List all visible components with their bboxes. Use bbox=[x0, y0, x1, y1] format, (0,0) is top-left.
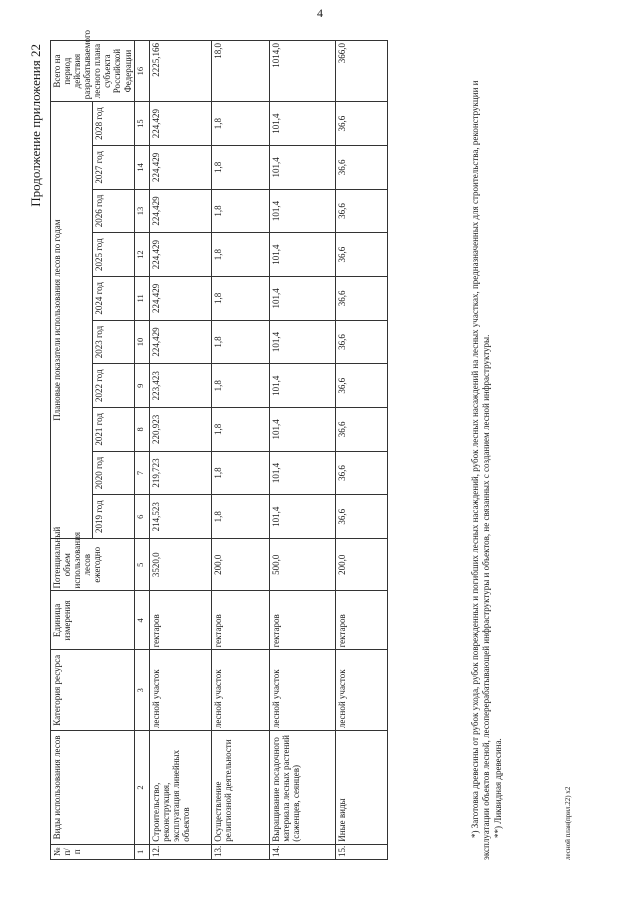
header-planned: Плановые показатели использования лесов по годам bbox=[51, 102, 93, 539]
header-year: 2028 год bbox=[92, 102, 134, 146]
header-num: № п/п bbox=[51, 844, 135, 859]
cell-num: 15. bbox=[335, 844, 387, 859]
header-year: 2024 год bbox=[92, 277, 134, 321]
cell-year-value: 36,6 bbox=[335, 495, 387, 539]
cell-year-value: 101,4 bbox=[269, 320, 335, 364]
cell-unit: гектаров bbox=[335, 591, 387, 650]
index-cell: 14 bbox=[134, 145, 149, 189]
cell-year-value: 36,6 bbox=[335, 102, 387, 146]
index-cell: 7 bbox=[134, 451, 149, 495]
cell-category: лесной участок bbox=[149, 650, 211, 731]
cell-year-value: 101,4 bbox=[269, 145, 335, 189]
header-year: 2027 год bbox=[92, 145, 134, 189]
header-unit: Единица измерения bbox=[51, 591, 135, 650]
cell-year-value: 224,429 bbox=[149, 102, 211, 146]
cell-year-value: 1,8 bbox=[211, 408, 269, 452]
cell-year-value: 101,4 bbox=[269, 277, 335, 321]
cell-unit: гектаров bbox=[269, 591, 335, 650]
footnotes bbox=[470, 60, 504, 860]
cell-year-value: 101,4 bbox=[269, 364, 335, 408]
table-row bbox=[335, 41, 387, 860]
cell-year-value: 223,423 bbox=[149, 364, 211, 408]
index-cell: 16 bbox=[134, 41, 149, 102]
header-year: 2026 год bbox=[92, 189, 134, 233]
index-cell: 12 bbox=[134, 233, 149, 277]
cell-potential: 3520,0 bbox=[149, 539, 211, 591]
cell-year-value: 101,4 bbox=[269, 451, 335, 495]
page-number: 4 bbox=[317, 6, 323, 20]
cell-num: 13. bbox=[211, 844, 269, 859]
cell-year-value: 224,429 bbox=[149, 233, 211, 277]
cell-year-value: 101,4 bbox=[269, 408, 335, 452]
cell-kind: Строительство, реконструкция, эксплуатация линейных объектов bbox=[149, 731, 211, 845]
forest-use-table bbox=[50, 30, 388, 860]
cell-potential: 500,0 bbox=[269, 539, 335, 591]
cell-year-value: 1,8 bbox=[211, 451, 269, 495]
index-cell: 9 bbox=[134, 364, 149, 408]
cell-year-value: 36,6 bbox=[335, 364, 387, 408]
cell-kind: Выращивание посадочного материала лесных растений (саженцев, сеянцев) bbox=[269, 731, 335, 845]
cell-total: 1014,0 bbox=[269, 41, 335, 102]
cell-year-value: 36,6 bbox=[335, 320, 387, 364]
cell-total: 366,0 bbox=[335, 41, 387, 102]
cell-total: 2225,166 bbox=[149, 41, 211, 102]
header-category: Категория ресурса bbox=[51, 650, 135, 731]
index-row bbox=[134, 41, 149, 860]
footnote-2: **) Ликвидная древесина. bbox=[492, 738, 503, 838]
cell-potential: 200,0 bbox=[211, 539, 269, 591]
index-cell: 1 bbox=[134, 844, 149, 859]
cell-year-value: 36,6 bbox=[335, 408, 387, 452]
header-kind: Виды использования лесов bbox=[51, 731, 135, 845]
table-row bbox=[211, 41, 269, 860]
cell-year-value: 224,429 bbox=[149, 189, 211, 233]
cell-year-value: 224,429 bbox=[149, 320, 211, 364]
cell-year-value: 219,723 bbox=[149, 451, 211, 495]
index-cell: 8 bbox=[134, 408, 149, 452]
table-row bbox=[149, 41, 211, 860]
cell-year-value: 224,429 bbox=[149, 145, 211, 189]
cell-year-value: 36,6 bbox=[335, 451, 387, 495]
rotated-page bbox=[28, 30, 590, 860]
cell-year-value: 1,8 bbox=[211, 277, 269, 321]
index-cell: 13 bbox=[134, 189, 149, 233]
cell-unit: гектаров bbox=[149, 591, 211, 650]
cell-year-value: 101,4 bbox=[269, 495, 335, 539]
cell-num: 12. bbox=[149, 844, 211, 859]
cell-year-value: 220,923 bbox=[149, 408, 211, 452]
cell-category: лесной участок bbox=[335, 650, 387, 731]
cell-year-value: 101,4 bbox=[269, 102, 335, 146]
cell-kind: Иные виды bbox=[335, 731, 387, 845]
cell-year-value: 1,8 bbox=[211, 320, 269, 364]
table-row bbox=[269, 41, 335, 860]
cell-category: лесной участок bbox=[211, 650, 269, 731]
index-cell: 11 bbox=[134, 277, 149, 321]
cell-year-value: 224,429 bbox=[149, 277, 211, 321]
cell-category: лесной участок bbox=[269, 650, 335, 731]
index-cell: 5 bbox=[134, 539, 149, 591]
cell-year-value: 1,8 bbox=[211, 145, 269, 189]
index-cell: 15 bbox=[134, 102, 149, 146]
header-year: 2022 год bbox=[92, 364, 134, 408]
cell-kind: Осуществление религиозной деятельности bbox=[211, 731, 269, 845]
index-cell: 6 bbox=[134, 495, 149, 539]
header-potential: Потенциальный объем использования лесов ежегодно bbox=[51, 539, 135, 591]
header-total: Всего на период действия разрабатываемого лесного плана субъекта Российской Федерации bbox=[51, 41, 135, 102]
header-year: 2021 год bbox=[92, 408, 134, 452]
cell-year-value: 214,523 bbox=[149, 495, 211, 539]
footnote-1: *) Заготовка древесины от рубок ухода, рубок поврежденных и погибших лесных насаждений, рубок лесных насаждений на лесных участках, предназначенных для строительства, реконструкции и эксплуатации объектов лесной, лесоперерабатывающей инфраструктуры и объектов, не связанных с созданием лесной инфраструктуры. bbox=[470, 80, 492, 860]
cell-year-value: 1,8 bbox=[211, 495, 269, 539]
cell-year-value: 36,6 bbox=[335, 277, 387, 321]
index-cell: 3 bbox=[134, 650, 149, 731]
cell-year-value: 1,8 bbox=[211, 233, 269, 277]
appendix-title: Продолжение приложения 22 bbox=[28, 44, 43, 207]
index-cell: 10 bbox=[134, 320, 149, 364]
cell-year-value: 1,8 bbox=[211, 364, 269, 408]
cell-year-value: 101,4 bbox=[269, 233, 335, 277]
cell-year-value: 36,6 bbox=[335, 233, 387, 277]
cell-unit: гектаров bbox=[211, 591, 269, 650]
header-year: 2023 год bbox=[92, 320, 134, 364]
footer-text: лесной план(прил.22) x2 bbox=[564, 786, 572, 860]
cell-year-value: 36,6 bbox=[335, 145, 387, 189]
index-cell: 4 bbox=[134, 591, 149, 650]
cell-potential: 200,0 bbox=[335, 539, 387, 591]
header-year: 2019 год bbox=[92, 495, 134, 539]
cell-total: 18,0 bbox=[211, 41, 269, 102]
index-cell: 2 bbox=[134, 731, 149, 845]
cell-year-value: 101,4 bbox=[269, 189, 335, 233]
cell-year-value: 1,8 bbox=[211, 102, 269, 146]
header-year: 2025 год bbox=[92, 233, 134, 277]
header-year: 2020 год bbox=[92, 451, 134, 495]
cell-num: 14. bbox=[269, 844, 335, 859]
cell-year-value: 1,8 bbox=[211, 189, 269, 233]
cell-year-value: 36,6 bbox=[335, 189, 387, 233]
